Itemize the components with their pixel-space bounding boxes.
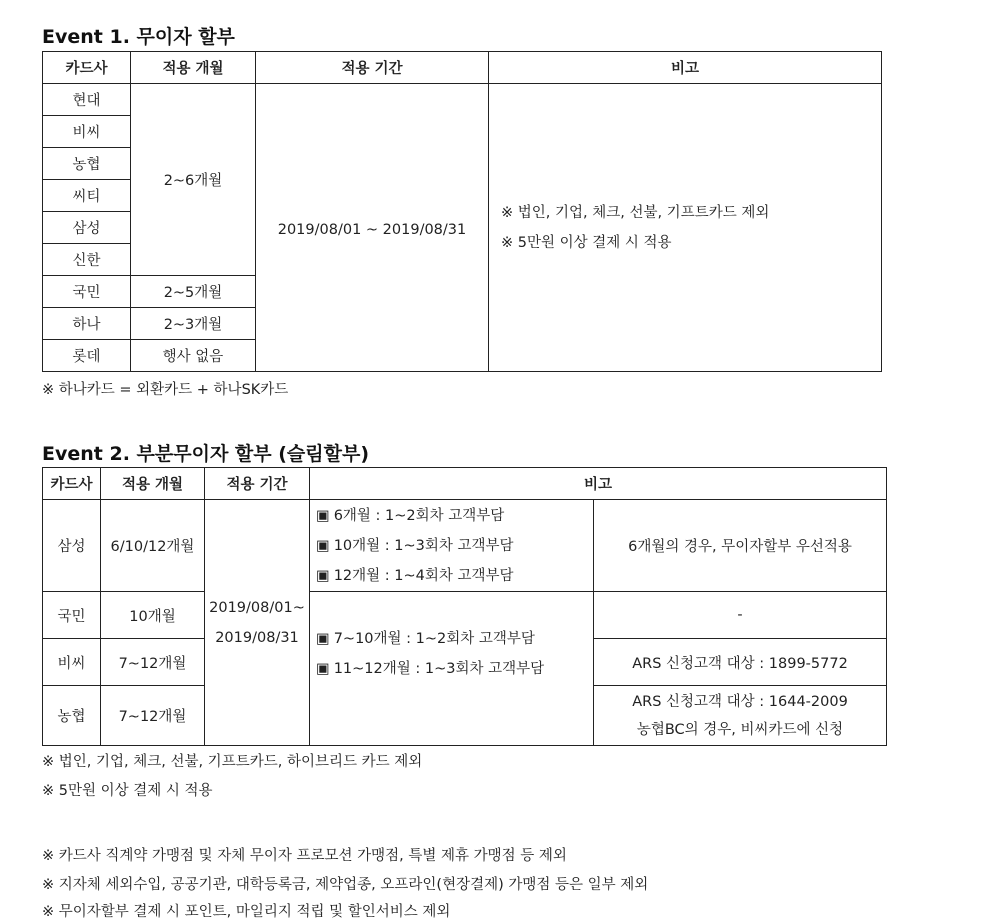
table-header-row — [43, 468, 887, 500]
header-remarks: 비고 — [310, 468, 887, 500]
header-remarks: 비고 — [489, 52, 882, 84]
square-bullet-icon: ▣ — [316, 660, 330, 677]
event1-title: Event 1. 무이자 할부 — [42, 26, 235, 48]
months-nh: 7~12개월 — [101, 686, 205, 746]
months-kookmin: 2~5개월 — [131, 276, 256, 308]
event2-period — [205, 500, 310, 746]
square-bullet-icon: ▣ — [316, 630, 330, 647]
event1-remarks — [489, 84, 882, 372]
months-2-6: 2~6개월 — [131, 84, 256, 276]
samsung-remark: 6개월의 경우, 무이자할부 우선적용 — [594, 500, 887, 592]
kookmin-remark: - — [594, 592, 887, 639]
list-item: ▣ 7~10개월 : 1~2회차 고객부담 — [316, 624, 593, 654]
card-kookmin: 국민 — [43, 592, 101, 639]
event2-table — [42, 467, 887, 746]
months-samsung: 6/10/12개월 — [101, 500, 205, 592]
header-period: 적용 기간 — [205, 468, 310, 500]
square-bullet-icon: ▣ — [316, 537, 330, 554]
card-samsung: 삼성 — [43, 500, 101, 592]
header-months: 적용 개월 — [101, 468, 205, 500]
header-period: 적용 기간 — [256, 52, 489, 84]
nh-remark-line-1: ARS 신청고객 대상 : 1644-2009 — [632, 693, 848, 710]
card-citi: 씨티 — [43, 180, 131, 212]
general-note-1: ※ 카드사 직계약 가맹점 및 자체 무이자 프로모션 가맹점, 특별 제휴 가맹점 등 제외 — [42, 848, 567, 864]
header-card-company: 카드사 — [43, 468, 101, 500]
card-bc: 비씨 — [43, 116, 131, 148]
samsung-plan — [310, 500, 594, 592]
event1-period: 2019/08/01 ~ 2019/08/31 — [256, 84, 489, 372]
card-shinhan: 신한 — [43, 244, 131, 276]
shared-plan — [310, 592, 594, 746]
event2-title: Event 2. 부분무이자 할부 (슬림할부) — [42, 443, 370, 465]
general-note-3: ※ 무이자할부 결제 시 포인트, 마일리지 적립 및 할인서비스 제외 — [42, 904, 451, 920]
months-hana: 2~3개월 — [131, 308, 256, 340]
event1-footnote: ※ 하나카드 = 외환카드 + 하나SK카드 — [42, 382, 289, 398]
event2-note-2: ※ 5만원 이상 결제 시 적용 — [42, 783, 213, 799]
card-nh: 농협 — [43, 148, 131, 180]
period-end: 2019/08/31 — [215, 629, 299, 646]
square-bullet-icon: ▣ — [316, 567, 330, 584]
period-start: 2019/08/01~ — [209, 599, 305, 616]
event2-note-1: ※ 법인, 기업, 체크, 선불, 기프트카드, 하이브리드 카드 제외 — [42, 754, 423, 770]
card-kookmin: 국민 — [43, 276, 131, 308]
nh-remark — [594, 686, 887, 746]
months-bc: 7~12개월 — [101, 639, 205, 686]
list-item: ▣ 10개월 : 1~3회차 고객부담 — [316, 531, 593, 561]
list-item: ▣ 12개월 : 1~4회차 고객부담 — [316, 561, 593, 591]
list-item: ▣ 6개월 : 1~2회차 고객부담 — [316, 501, 593, 531]
bc-remark: ARS 신청고객 대상 : 1899-5772 — [594, 639, 887, 686]
nh-remark-line-2: 농협BC의 경우, 비씨카드에 신청 — [636, 721, 844, 738]
card-hyundai: 현대 — [43, 84, 131, 116]
list-item: ▣ 11~12개월 : 1~3회차 고객부담 — [316, 654, 593, 684]
square-bullet-icon: ▣ — [316, 507, 330, 524]
card-hana: 하나 — [43, 308, 131, 340]
table-header-row — [43, 52, 882, 84]
header-card-company: 카드사 — [43, 52, 131, 84]
event1-note-2: ※ 5만원 이상 결제 시 적용 — [501, 234, 672, 251]
months-lotte: 행사 없음 — [131, 340, 256, 372]
card-samsung: 삼성 — [43, 212, 131, 244]
event1-note-1: ※ 법인, 기업, 체크, 선불, 기프트카드 제외 — [501, 204, 770, 221]
card-bc: 비씨 — [43, 639, 101, 686]
months-kookmin: 10개월 — [101, 592, 205, 639]
header-months: 적용 개월 — [131, 52, 256, 84]
general-note-2: ※ 지자체 세외수입, 공공기관, 대학등록금, 제약업종, 오프라인(현장결제) 가맹점 등은 일부 제외 — [42, 877, 649, 893]
card-nh: 농협 — [43, 686, 101, 746]
event1-table — [42, 51, 882, 372]
card-lotte: 롯데 — [43, 340, 131, 372]
